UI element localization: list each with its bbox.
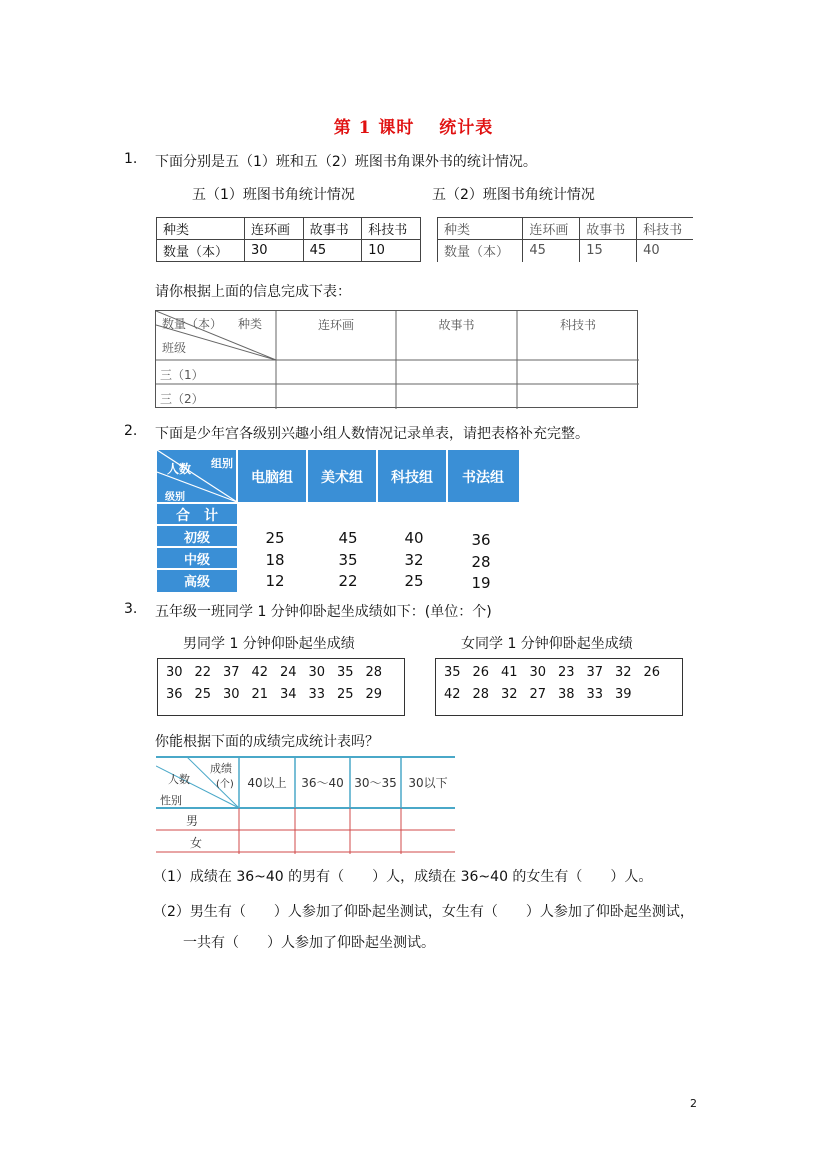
score-value: 37 — [586, 665, 604, 680]
column-header: 30～35 — [354, 776, 397, 790]
column-header: 36～40 — [301, 776, 344, 790]
column-header: 科技书 — [559, 318, 596, 332]
corner-label-top: 数量（本） — [162, 317, 223, 331]
corner-label-bottom: 级别 — [165, 492, 185, 503]
table-cell: 40 — [637, 240, 693, 262]
cell-value: 22 — [338, 572, 358, 590]
score-value: 34 — [280, 687, 297, 702]
corner-label-bottom: 班级 — [162, 341, 187, 355]
girls-scores-box — [435, 658, 683, 716]
corner-label-right: 组别 — [211, 457, 233, 470]
score-value: 28 — [472, 687, 490, 702]
corner-label-top: 人数 — [167, 462, 192, 476]
row-label: 三（2） — [160, 392, 204, 406]
table-cell: 故事书 — [303, 218, 362, 240]
score-value: 30 — [166, 665, 183, 680]
table-cell: 10 — [362, 240, 421, 262]
score-value: 30 — [308, 665, 326, 680]
score-value: 22 — [194, 665, 212, 680]
row-label: 合 计 — [176, 508, 218, 524]
score-value: 33 — [308, 687, 326, 702]
q2-text: 下面是少年宫各级别兴趣小组人数情况记录单表，请把表格补充完整。 — [155, 426, 589, 442]
column-header: 30以下 — [408, 776, 448, 790]
q3-number: 3. — [124, 601, 138, 617]
table-cell: 故事书 — [580, 218, 637, 240]
score-value: 32 — [501, 687, 518, 702]
q1-prompt: 请你根据上面的信息完成下表： — [155, 284, 351, 300]
table-cell: 科技书 — [637, 218, 693, 240]
table-cell: 30 — [244, 240, 303, 262]
q1-text: 下面分别是五（1）班和五（2）班图书角课外书的统计情况。 — [155, 154, 537, 170]
row-label: 男 — [186, 814, 199, 828]
score-value: 26 — [643, 665, 661, 680]
score-value: 25 — [194, 687, 212, 702]
cell-value: 45 — [338, 529, 358, 547]
score-value: 42 — [251, 665, 269, 680]
row-label: 高级 — [183, 575, 210, 590]
score-value: 24 — [280, 665, 297, 680]
column-header: 40以上 — [247, 776, 287, 790]
q1-caption-1: 五（1）班图书角统计情况 — [192, 187, 355, 203]
interest-group-table — [157, 450, 519, 592]
column-header: 故事书 — [438, 318, 475, 332]
column-header: 书法组 — [462, 470, 504, 486]
column-header: 电脑组 — [251, 470, 293, 486]
column-header: 连环画 — [317, 318, 354, 332]
class2-table — [437, 217, 693, 262]
cell-value: 18 — [265, 551, 285, 569]
q3-sub-question-2: （2）男生有（ ）人参加了仰卧起坐测试，女生有（ ）人参加了仰卧起坐测试， — [153, 904, 694, 920]
boys-scores-box — [157, 658, 405, 716]
table-cell: 种类 — [157, 218, 245, 240]
row-label: 女 — [190, 836, 203, 850]
table-cell: 连环画 — [244, 218, 303, 240]
table-cell: 种类 — [438, 218, 523, 240]
q1-caption-2: 五（2）班图书角统计情况 — [432, 187, 595, 203]
q3-text: 五年级一班同学 1 分钟仰卧起坐成绩如下：(单位：个) — [155, 604, 492, 620]
corner-label-bottom: 性别 — [160, 794, 182, 807]
girls-caption: 女同学 1 分钟仰卧起坐成绩 — [461, 636, 633, 652]
score-value: 41 — [501, 665, 518, 680]
column-header: 美术组 — [321, 470, 363, 486]
score-value: 33 — [586, 687, 604, 702]
row-label: 初级 — [183, 531, 210, 546]
table-cell: 15 — [580, 240, 637, 262]
table-cell: 45 — [523, 240, 580, 262]
corner-label-right: 种类 — [238, 317, 263, 331]
score-value: 23 — [558, 665, 575, 680]
score-value: 30 — [223, 687, 240, 702]
table-cell: 数量（本） — [438, 240, 523, 262]
table-cell: 45 — [303, 240, 362, 262]
table-cell: 科技书 — [362, 218, 421, 240]
q3-sub-question-1: （1）成绩在 36~40 的男有（ ）人，成绩在 36~40 的女生有（ ）人。 — [153, 869, 653, 885]
score-value: 42 — [444, 687, 461, 702]
score-value: 36 — [166, 687, 183, 702]
score-value: 38 — [558, 687, 575, 702]
corner-label-mid: 人数 — [168, 773, 190, 786]
q3-sub-question-2-cont: 一共有（ ）人参加了仰卧起坐测试。 — [183, 935, 435, 951]
page-title: 第 1 课时 统计表 — [333, 118, 494, 138]
cell-value: 25 — [265, 529, 285, 547]
score-value: 37 — [223, 665, 240, 680]
column-header: 科技组 — [391, 470, 433, 486]
score-value: 27 — [529, 687, 547, 702]
cell-value: 12 — [265, 572, 285, 590]
table-cell: 连环画 — [523, 218, 580, 240]
q3-prompt: 你能根据下面的成绩完成统计表吗？ — [155, 734, 379, 750]
score-value: 32 — [615, 665, 632, 680]
cell-value: 36 — [471, 531, 491, 549]
score-value: 29 — [365, 687, 383, 702]
score-value: 35 — [444, 665, 461, 680]
fill-table-1 — [155, 310, 638, 408]
row-label: 中级 — [183, 553, 210, 568]
cell-value: 35 — [338, 551, 358, 569]
score-value: 21 — [251, 687, 269, 702]
cell-value: 28 — [471, 553, 491, 571]
cell-value: 32 — [404, 551, 424, 569]
score-value: 39 — [615, 687, 632, 702]
score-value: 25 — [337, 687, 354, 702]
score-stat-table — [156, 756, 455, 854]
cell-value: 19 — [471, 574, 491, 592]
cell-value: 40 — [404, 529, 424, 547]
corner-label-unit: (个) — [216, 779, 234, 790]
cell-value: 25 — [404, 572, 424, 590]
q1-number: 1. — [124, 151, 138, 167]
page-number: 2 — [690, 1097, 697, 1110]
table-cell: 数量（本） — [157, 240, 245, 262]
corner-label-top: 成绩 — [210, 762, 232, 775]
score-value: 26 — [472, 665, 490, 680]
row-label: 三（1） — [160, 368, 204, 382]
score-value: 35 — [337, 665, 354, 680]
boys-caption: 男同学 1 分钟仰卧起坐成绩 — [183, 636, 355, 652]
score-value: 28 — [365, 665, 383, 680]
score-value: 30 — [529, 665, 547, 680]
class1-table — [156, 217, 421, 262]
q2-number: 2. — [124, 423, 138, 439]
